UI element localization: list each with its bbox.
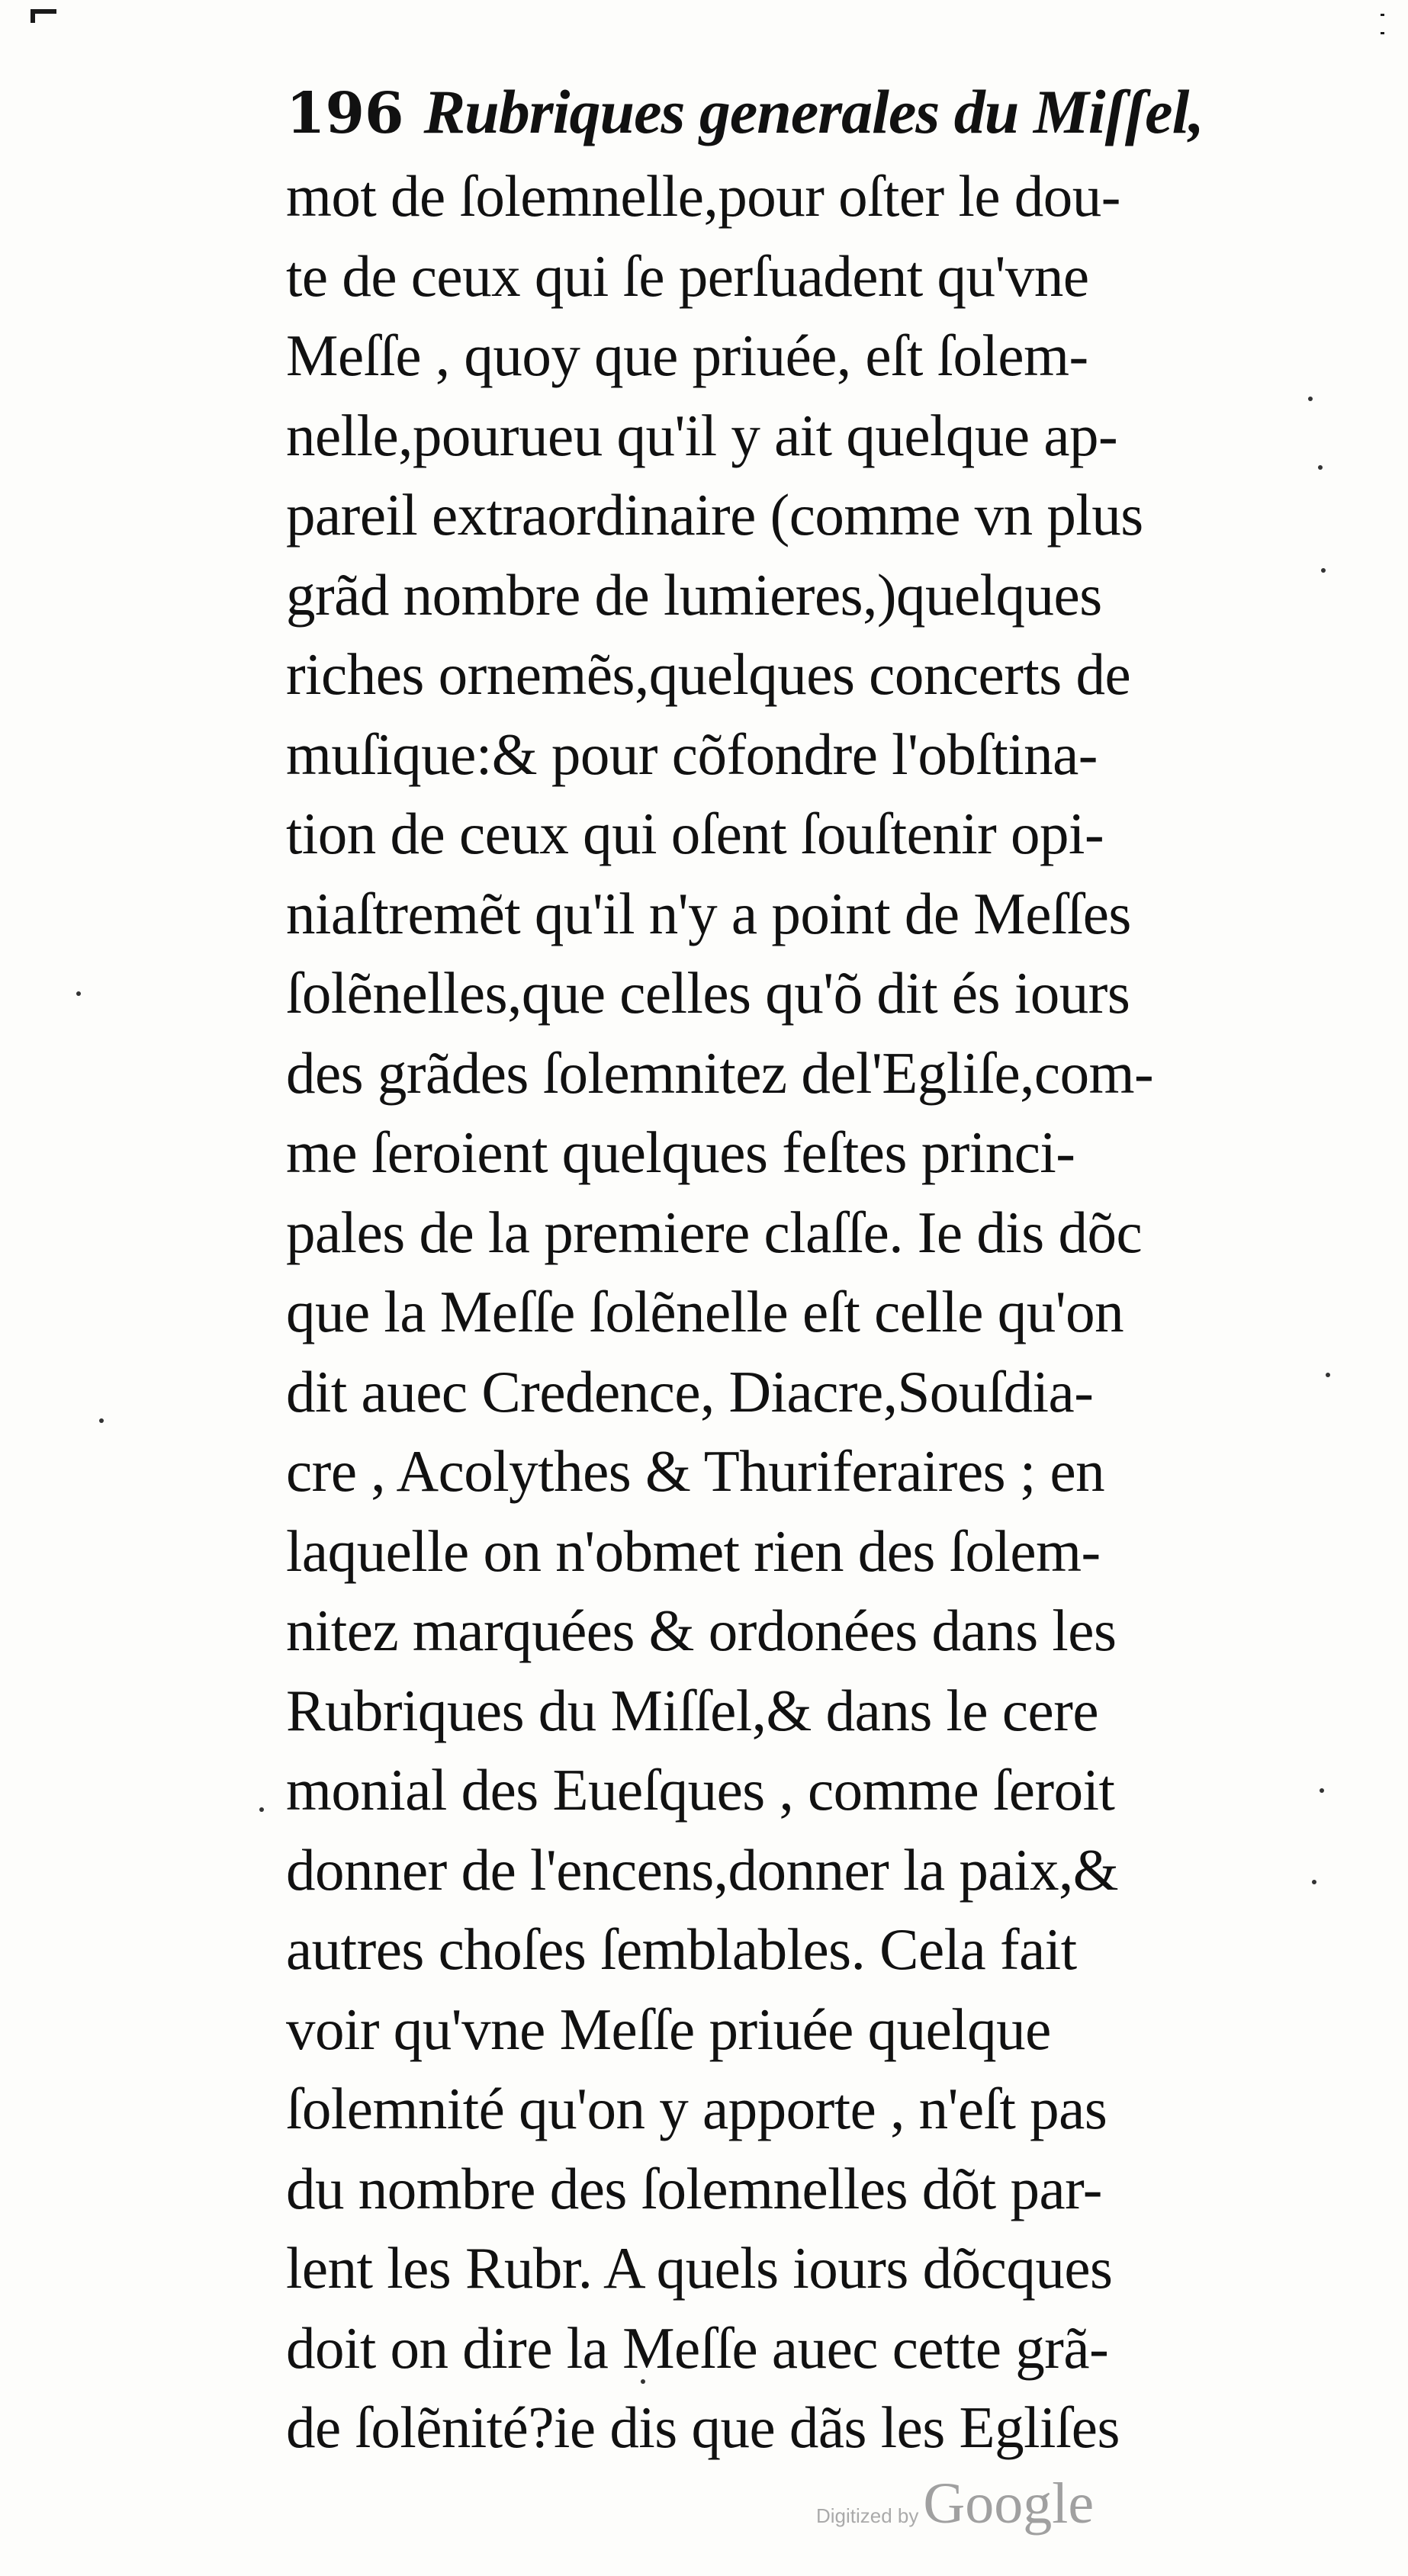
text-line: me ſeroient quelques feſtes princi- — [286, 1119, 1075, 1185]
speck — [1326, 1373, 1330, 1377]
scan-edge-mark — [1381, 14, 1384, 16]
text-line: riches ornemẽs,quelques concerts de — [286, 641, 1131, 707]
text-line: niaſtremẽt qu'il n'y a point de Meſſes — [286, 880, 1131, 946]
running-head: Rubriques generales du Miſſel, — [423, 77, 1204, 146]
digitized-by-google-watermark — [816, 2471, 1094, 2537]
text-line: muſique:& pour cõfondre l'obſtina- — [286, 721, 1098, 787]
text-line: laquelle on n'obmet rien des ſolem- — [286, 1518, 1101, 1584]
text-line: nelle,pourueu qu'il y ait quelque ap- — [286, 402, 1118, 468]
page-header — [286, 76, 1293, 153]
text-line: tion de ceux qui oſent ſouſtenir opi- — [286, 801, 1104, 866]
text-line: pareil extraordinaire (comme vn plus — [286, 482, 1143, 548]
body-text — [286, 156, 1308, 2468]
speck — [1318, 465, 1323, 470]
speck — [76, 991, 81, 996]
speck — [99, 1418, 104, 1423]
text-line: donner de l'encens,donner la paix,& — [286, 1836, 1119, 1903]
text-line: pales de la premiere claſſe. Ie dis dõc — [286, 1199, 1143, 1265]
text-line: doit on dire la Meſſe auec cette grã- — [286, 2314, 1109, 2381]
speck — [1321, 568, 1326, 573]
text-line: lent les Rubr. A quels iours dõcques — [286, 2235, 1113, 2301]
text-line: nitez marquées & ordonées dans les — [286, 1598, 1117, 1663]
page-number: 196 — [286, 81, 404, 146]
text-line: du nombre des ſolemnelles dõt par- — [286, 2155, 1102, 2221]
text-line: grãd nombre de lumieres,)quelques — [286, 561, 1102, 628]
text-line: dit auec Credence, Diacre,Souſdia- — [286, 1358, 1094, 1425]
text-line: cre , Acolythes & Thuriferaires ; en — [286, 1438, 1105, 1504]
text-line: de ſolẽnité?ie dis que dãs les Egliſes — [286, 2395, 1120, 2460]
text-line: ſolemnité qu'on y apporte , n'eſt pas — [286, 2076, 1107, 2141]
speck — [1320, 1788, 1324, 1793]
text-line: autres choſes ſemblables. Cela fait — [286, 1916, 1077, 1982]
text-line: Rubriques du Miſſel,& dans le cere — [286, 1677, 1099, 1743]
text-line: voir qu'vne Meſſe priuée quelque — [286, 1996, 1051, 2062]
text-line: des grãdes ſolemnitez del'Egliſe,com- — [286, 1039, 1154, 1106]
speck — [1308, 397, 1313, 401]
text-line: te de ceux qui ſe perſuadent qu'vne — [286, 243, 1089, 309]
google-logo: Google — [923, 2472, 1095, 2536]
text-line: que la Meſſe ſolẽnelle eſt celle qu'on — [286, 1279, 1124, 1344]
speck — [1312, 1880, 1316, 1884]
text-line: Meſſe , quoy que priuée, eſt ſolem- — [286, 323, 1088, 388]
scan-edge-mark — [1381, 32, 1384, 34]
scan-edge-mark — [31, 9, 35, 23]
text-line: mot de ſolemnelle,pour oſter le dou- — [286, 163, 1120, 229]
digitized-label: Digitized by — [816, 2504, 919, 2527]
speck — [259, 1807, 264, 1812]
text-line: ſolẽnelles,que celles qu'õ dit és iours — [286, 960, 1130, 1026]
text-line: monial des Eueſques , comme ſeroit — [286, 1757, 1115, 1823]
